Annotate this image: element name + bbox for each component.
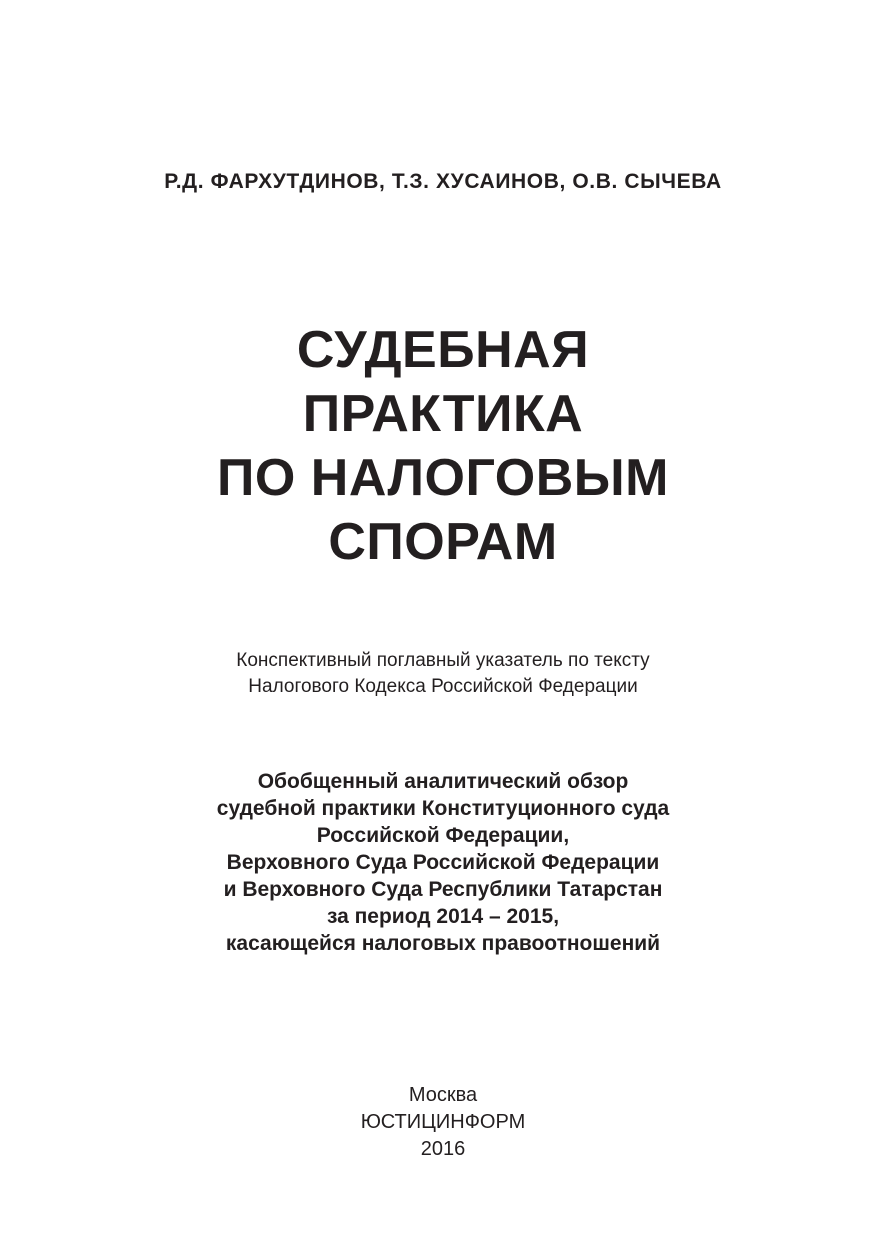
- book-title-line: СУДЕБНАЯ: [296, 321, 590, 379]
- overview-line: касающейся налоговых правоотношений: [225, 932, 661, 955]
- book-title-line: ПО НАЛОГОВЫМ: [217, 449, 669, 507]
- book-title-line: ПРАКТИКА: [302, 385, 584, 443]
- overview-line: и Верховного Суда Республики Татарстан: [223, 878, 663, 901]
- imprint-publisher: ЮСТИЦИНФОРМ: [360, 1111, 526, 1133]
- imprint: [0, 1082, 886, 1163]
- subtitle-line: Конспективный поглавный указатель по тексту: [236, 650, 650, 671]
- book-title: [0, 318, 886, 574]
- overview-line: Верховного Суда Российской Федерации: [226, 851, 660, 874]
- overview-line: Обобщенный аналитический обзор: [257, 770, 629, 793]
- book-title-line: СПОРАМ: [328, 513, 558, 571]
- overview-description: [0, 768, 886, 957]
- subtitle-line: Налогового Кодекса Российской Федерации: [248, 676, 638, 697]
- imprint-year: 2016: [420, 1138, 466, 1160]
- imprint-city: Москва: [408, 1084, 478, 1106]
- overview-line: за период 2014 – 2015,: [326, 905, 560, 928]
- overview-line: судебной практики Конституционного суда: [216, 797, 670, 820]
- authors: Р.Д. ФАРХУТДИНОВ, Т.З. ХУСАИНОВ, О.В. СЫЧЕВА: [164, 170, 722, 193]
- overview-line: Российской Федерации,: [316, 824, 570, 847]
- subtitle: [0, 648, 886, 700]
